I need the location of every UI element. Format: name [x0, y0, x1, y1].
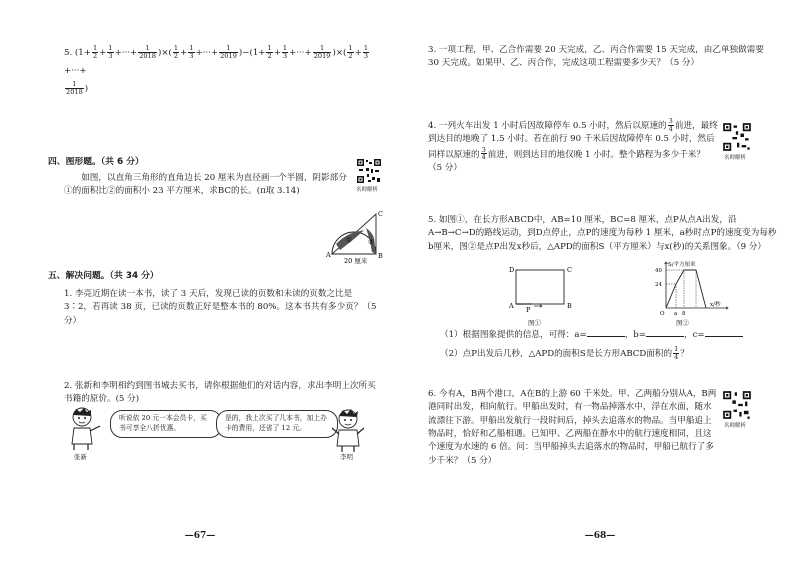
op: + [180, 48, 188, 58]
speaker-name-zhangxin: 张新 [74, 453, 87, 461]
problem-5-text: 5. 如图①，在长方形ABCD中，AB=10 厘米，BC=8 厘米，点P从点A出发，沿A→B→C→D的路线运动，到D点停止，点P的速度为每秒 1 厘米，a秒时点P的速度变为每秒b厘米，图②是点P出发x秒后，△APD的面积S（平方厘米）与x(秒)的关系图象。（9 分） [428, 215, 777, 252]
figure-1-caption: 图① [528, 319, 541, 327]
fraction: $\frac{1}{2}$ [267, 44, 272, 60]
op: × [161, 48, 169, 58]
fraction: $\frac{1}{2019}$ [220, 44, 237, 60]
page-number-right: —68— [584, 531, 616, 542]
op: + [273, 48, 281, 58]
fraction-one-quarter: $\frac{1}{4}$ [674, 345, 679, 361]
tick-8-label: 8 [682, 311, 686, 317]
right-page [400, 0, 800, 566]
region-1-label: ① [346, 236, 352, 244]
fraction: $\frac{1}{2}$ [348, 44, 353, 60]
qr-code-icon[interactable] [356, 158, 382, 184]
qr-caption: 名师解析 [724, 423, 747, 429]
area-time-graph [652, 258, 730, 318]
tick-24-label: 24 [655, 282, 662, 288]
p5-1-c-label: ，c= [684, 330, 705, 340]
qr-caption: 名师解析 [356, 187, 379, 193]
vertex-a-label: A [326, 251, 331, 259]
geometry-question-text: 如图，以直角三角形的直角边长 20 厘米为直径画一个半圆，阴影部分①的面积比②的面积小 23 平方厘米，求BC的长。(π取 3.14) [64, 173, 347, 197]
base-length-label: 20 厘米 [344, 257, 368, 264]
vertex-b-label: B [567, 302, 572, 310]
q5-label: 5. [64, 48, 73, 58]
op: + [83, 48, 91, 58]
boy-zhangxin-illustration [64, 406, 104, 452]
fraction: $\frac{1}{3}$ [363, 44, 369, 60]
p4-part-b: 前进，最终到达目的地晚了 1.5 小时。若在前行 90 千米后因故障停车 0.5 小时，然后同样以原速的 [428, 120, 718, 160]
qr-caption: 名师解析 [724, 155, 747, 161]
op: +···+ [195, 48, 219, 58]
vertex-d-label: D [509, 266, 515, 274]
point-p-label: P [526, 306, 531, 314]
op: +···+ [114, 48, 138, 58]
op: × [335, 48, 344, 58]
problem-1-text: 1. 李亮近期在读一本书，读了 3 天后，发现已读的页数和未读的页数之比是 3∶2，若再读 38 页，已读的页数正好是整本书的 80%。这本书共有多少页？（5 分） [64, 289, 377, 326]
region-2-label: ② [368, 238, 374, 246]
origin-label: O [660, 311, 665, 317]
p5-1-prompt: （1）根据图象提供的信息，可得：a= [440, 330, 587, 340]
fraction: $\frac{1}{2018}$ [139, 44, 156, 60]
fraction-three-quarters: $\frac{3}{4}$ [481, 145, 486, 162]
section-5-title: 五、解决问题。（共 34 分） [48, 271, 159, 281]
fraction: $\frac{1}{3}$ [108, 44, 113, 60]
graph-x-axis-label: x/秒 [710, 302, 721, 308]
answer-blank-c[interactable] [705, 328, 743, 337]
rectangle-abcd-figure [506, 262, 576, 318]
qr-code-icon[interactable] [722, 122, 752, 152]
op: +···+ [64, 66, 87, 77]
fraction: $\frac{1}{3}$ [189, 44, 194, 60]
problem-2-text: 2. 张新和李明相约到图书城去买书，请你根据他们的对话内容，求出李明上次所买书籍的原价。(5 分) [64, 381, 376, 405]
p5-1-b-label: ，b= [624, 330, 646, 340]
graph-y-axis-label: S/平方厘米 [668, 262, 696, 268]
tick-40-label: 40 [655, 268, 662, 274]
page-number-left: —67— [184, 531, 216, 542]
op: − [242, 48, 250, 58]
op: +···+ [289, 48, 312, 58]
vertex-a-label: A [509, 302, 514, 310]
figure-2-caption: 图② [676, 319, 689, 327]
qr-code-icon[interactable] [722, 390, 752, 420]
semicircle-triangle-figure [326, 208, 390, 264]
problem-5-part-2 [440, 346, 780, 361]
vertex-c-label: C [567, 266, 572, 274]
op: + [258, 48, 266, 58]
problem-3-text: 3. 一项工程，甲、乙合作需要 20 天完成，乙、丙合作需要 15 天完成，由乙单独做需要 30 天完成。如果甲、乙、丙合作，完成这项工程需要多少天？（5 分） [428, 45, 764, 69]
op: + [354, 48, 362, 58]
fraction-three-quarters: $\frac{3}{4}$ [668, 117, 673, 133]
p4-part-c: 前进，则到达目的地仅晚 1 小时。整个路程为多少千米？（5 分） [428, 149, 705, 173]
boy-liming-illustration [330, 408, 366, 454]
vertex-b-label: B [378, 252, 383, 260]
fraction: $\frac{1}{2}$ [92, 44, 98, 60]
fraction: $\frac{1}{2018}$ [66, 80, 83, 97]
p5-2-end: ？ [680, 348, 689, 359]
vertex-c-label: C [378, 210, 383, 218]
op: + [99, 48, 107, 58]
problem-5-part-1 [440, 328, 780, 342]
answer-blank-a[interactable] [587, 328, 625, 337]
speech-bubble-left: 听说依 20 元一本会员卡，买书可享全八折优惠。 [110, 410, 222, 438]
speaker-name-liming: 李明 [340, 453, 353, 461]
speech-bubble-right: 是的，我上次买了几本书，加上办卡的费用，还省了 12 元。 [216, 410, 338, 438]
fraction: $\frac{1}{3}$ [282, 44, 288, 60]
fraction: $\frac{1}{2}$ [173, 44, 179, 60]
p4-part-a: 4. 一列火车出发 1 小时后因故障停车 0.5 小时，然后以原速的 [428, 120, 667, 131]
term: 1 [78, 48, 84, 58]
term: 1 [252, 48, 259, 58]
answer-blank-b[interactable] [646, 328, 684, 337]
fraction: $\frac{1}{2019}$ [313, 44, 331, 60]
p5-2-prompt: （2）点P出发后几秒，△APD的面积S是长方形ABCD面积的 [440, 348, 673, 359]
problem-4-text [428, 118, 718, 175]
question-5-expression: 5. (1+ $\frac{1}{2}$ + $\frac{1}{3}$ +···+ $\frac{1}{2018}$ )×( $\frac{1}{2}$ + $\frac{1}{3}$ +···+ $\frac{1}{2019}$ )−(1+ $\frac{1}{2}$ + $\frac{1}{3}$ +···+ $\frac{1}{2019}$ )×( $\frac{1}{2}$ + $\frac{1}{3}$ +···+ $\frac{1}{2018}$ ) [64, 44, 369, 97]
tick-a-label: a [674, 311, 678, 317]
problem-6-text: 6. 今有A，B两个港口，A在B的上游 60 千米处。甲、乙两船分别从A，B两港同时出发，相向航行。甲船出发时，有一物品掉落水中，浮在水面，随水流漂往下游。甲船出发航行一段时间后，掉头去追落水的物品。当甲船追上物品时，恰好和乙船相遇。已知甲、乙两船在静水中的航行速度相同，且这个速度为水速的 6 倍。问：当甲船掉头去追落水的物品时，甲船已航行了多少千米？（5 分） [428, 389, 717, 466]
section-4-title: 四、图形题。（共 6 分） [48, 157, 144, 167]
